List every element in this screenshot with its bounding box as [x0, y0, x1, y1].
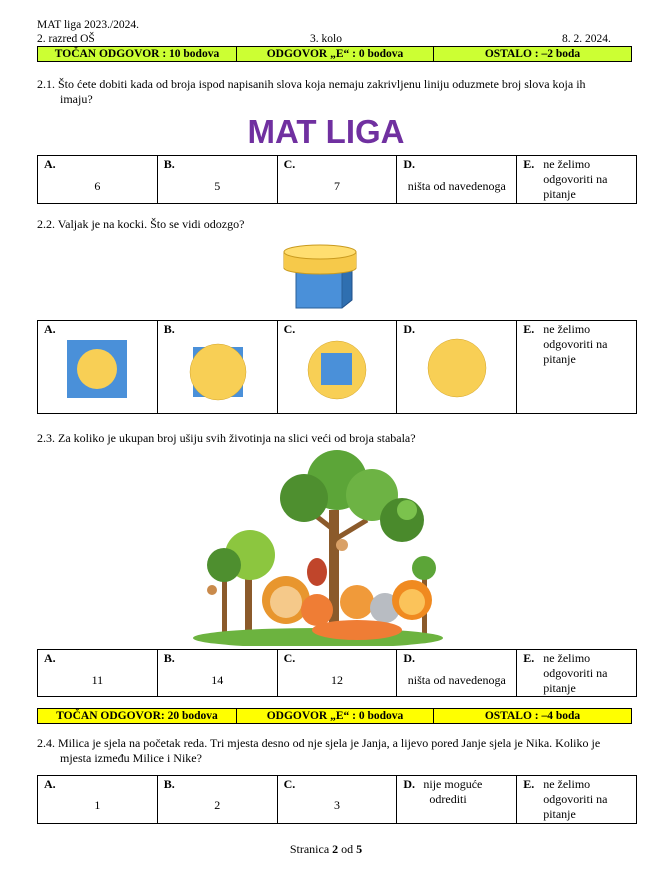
answers-2-4 [37, 775, 637, 824]
footer-total-pages: 5 [356, 842, 363, 856]
option-letter: C. [283, 777, 296, 791]
grade-label: 2. razred OŠ [37, 33, 95, 45]
question-text-line: 2.4. Milica je sjela na početak reda. Tri mjesta desno od nje sjela je Janja, a lijevo pored Janje sjela je Nika. Koliko je [37, 736, 601, 750]
option-value: 1 [94, 798, 101, 812]
option-d[interactable] [397, 321, 517, 414]
option-c[interactable] [277, 650, 397, 697]
option-e-line: odgovoriti na [543, 337, 608, 351]
option-e-text [543, 777, 607, 822]
option-e-line: pitanje [543, 807, 576, 821]
round-label: 3. kolo [310, 33, 342, 45]
option-a[interactable] [38, 321, 158, 414]
option-value: 5 [214, 179, 221, 193]
option-e-line: ne želimo [543, 651, 591, 665]
option-letter: A. [44, 157, 56, 171]
monkey-small [207, 585, 217, 595]
cube-front-face [296, 270, 342, 308]
page-footer [0, 842, 652, 857]
option-e-text [543, 322, 607, 367]
league-title: MAT liga 2023./2024. [37, 19, 140, 31]
option-letter: B. [163, 322, 175, 336]
option-letter: C. [283, 651, 296, 665]
question-text-line: mjesta između Milice i Nike? [60, 751, 202, 765]
score-correct: TOČAN ODGOVOR : 10 bodova [38, 47, 237, 61]
option-letter: B. [163, 157, 175, 171]
option-e[interactable] [517, 156, 637, 204]
cylinder-on-cube-illustration [278, 240, 362, 312]
option-c[interactable] [277, 321, 397, 414]
option-c[interactable] [277, 776, 397, 824]
answers-2-1 [37, 155, 637, 204]
option-a[interactable] [38, 156, 158, 204]
circle-with-square-icon [307, 340, 367, 400]
score-e-answer: ODGOVOR „E“ : 0 bodova [237, 709, 434, 723]
option-value: 6 [94, 179, 101, 193]
option-e-line: ne želimo [543, 322, 591, 336]
circle-over-square-icon [188, 342, 248, 402]
question-text-line: imaju? [60, 92, 93, 106]
option-b[interactable] [157, 156, 277, 204]
option-value: 12 [330, 673, 343, 687]
option-letter: A. [44, 651, 56, 665]
option-value: 3 [333, 798, 340, 812]
option-e-line: pitanje [543, 187, 576, 201]
option-value: ništa od navedenoga [407, 179, 506, 193]
option-letter: E. [523, 651, 535, 665]
option-e[interactable] [517, 650, 637, 697]
question-2-2: 2.2. Valjak je na kocki. Što se vidi odozgo? [37, 217, 245, 231]
option-d[interactable] [397, 156, 517, 204]
option-e-line: pitanje [543, 352, 576, 366]
square-with-circle-icon [67, 340, 127, 398]
option-e-line: pitanje [543, 681, 576, 695]
score-other: OSTALO : –4 boda [484, 710, 581, 722]
question-2-1 [37, 77, 627, 107]
question-2-4 [37, 736, 627, 766]
score-other: OSTALO : –2 boda [484, 48, 581, 60]
option-b[interactable] [157, 321, 277, 414]
animals-and-trees-illustration [192, 450, 444, 646]
footer-mid: od [338, 842, 357, 856]
monkey [336, 539, 348, 551]
option-e[interactable] [517, 776, 637, 824]
answers-2-3 [37, 649, 637, 697]
option-letter: D. [403, 651, 416, 665]
option-d-line: nije moguće [423, 777, 483, 791]
footer-prefix: Stranica [289, 842, 333, 856]
option-letter: A. [44, 777, 56, 791]
option-letter: D. [403, 777, 416, 791]
footer-page-number: 2 [332, 842, 339, 856]
answers-2-2 [37, 320, 637, 414]
option-d[interactable] [397, 776, 517, 824]
option-d-text [423, 777, 482, 807]
option-c[interactable] [277, 156, 397, 204]
option-e-line: odgovoriti na [543, 792, 608, 806]
horse-head [307, 558, 327, 586]
option-d-line: odrediti [429, 792, 467, 806]
score-correct: TOČAN ODGOVOR: 20 bodova [38, 709, 237, 723]
mat-liga-logo: MAT LIGA [247, 113, 405, 150]
option-letter: E. [523, 322, 535, 336]
option-value: ništa od navedenoga [407, 673, 506, 687]
option-e-line: ne želimo [543, 777, 591, 791]
option-letter: B. [163, 651, 175, 665]
option-letter: B. [163, 777, 175, 791]
option-e-line: odgovoriti na [543, 666, 608, 680]
option-value: 11 [91, 673, 104, 687]
option-letter: D. [403, 322, 416, 336]
option-e-line: ne želimo [543, 157, 591, 171]
fox-head [301, 594, 333, 626]
question-2-3: 2.3. Za koliko je ukupan broj ušiju svih životinja na slici veći od broja stabala? [37, 431, 416, 445]
option-d[interactable] [397, 650, 517, 697]
option-letter: A. [44, 322, 56, 336]
option-e-text [543, 157, 607, 202]
option-letter: E. [523, 777, 535, 791]
scoring-bar-1 [37, 46, 632, 62]
option-value: 2 [214, 798, 221, 812]
option-e-text [543, 651, 607, 696]
option-letter: C. [283, 157, 296, 171]
option-b[interactable] [157, 776, 277, 824]
option-b[interactable] [157, 650, 277, 697]
option-value: 7 [333, 179, 340, 193]
option-a[interactable] [38, 776, 158, 824]
date-label: 8. 2. 2024. [562, 33, 611, 45]
option-e[interactable] [517, 321, 637, 414]
tiger-head [340, 585, 374, 619]
option-letter: E. [523, 157, 535, 171]
scoring-bar-2 [37, 708, 632, 724]
option-letter: D. [403, 157, 416, 171]
score-e-answer: ODGOVOR „E“ : 0 bodova [237, 47, 434, 61]
circle-only-icon [427, 338, 487, 398]
question-text-line: 2.1. Što ćete dobiti kada od broja ispod napisanih slova koja nemaju zakrivljenu liniju oduzmete broj slova koja ih [37, 77, 586, 91]
option-a[interactable] [38, 650, 158, 697]
option-letter: C. [283, 322, 296, 336]
option-value: 14 [211, 673, 224, 687]
cylinder-top [284, 245, 356, 259]
option-e-line: odgovoriti na [543, 172, 608, 186]
